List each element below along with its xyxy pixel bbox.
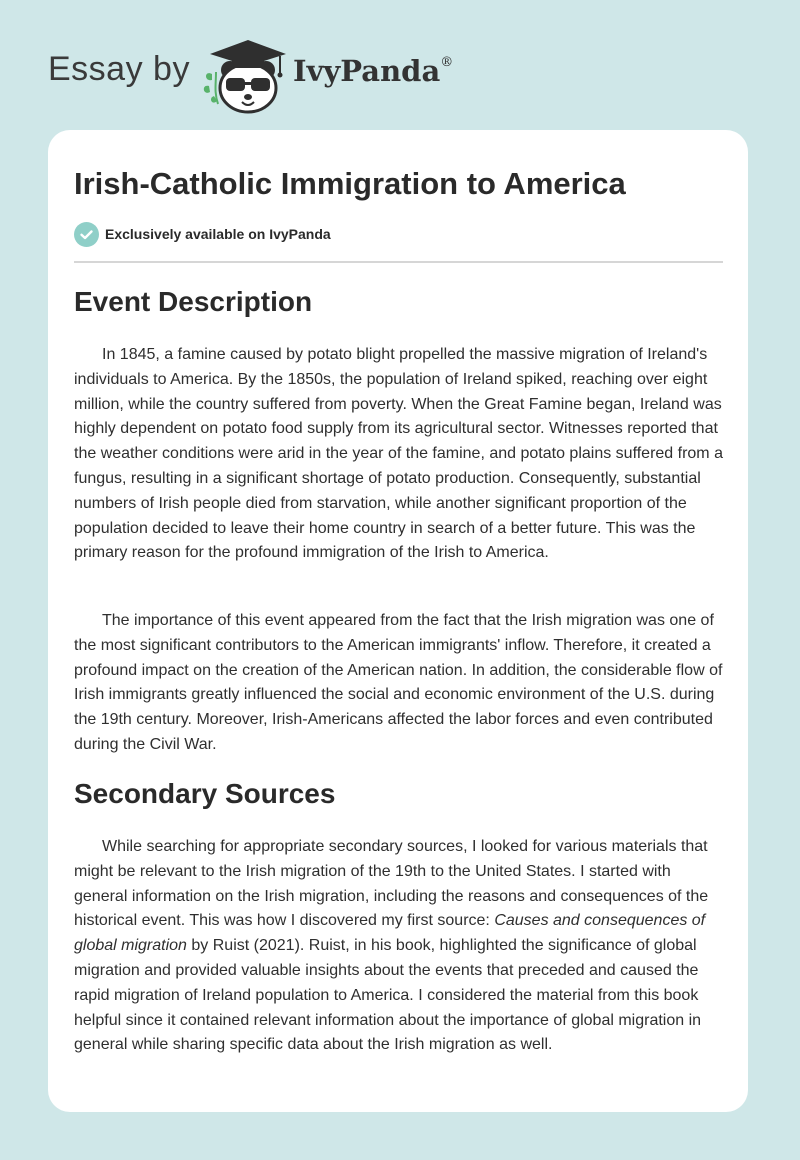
page-title: Irish-Catholic Immigration to America [74,166,626,201]
brand-name[interactable] [293,54,453,88]
badge-label: Exclusively available on IvyPanda [105,226,331,242]
paragraph-text: While searching for appropriate secondary sources, I looked for various materials that might be relevant to the Irish migration of the 19th to the United States. I started with general information on the Irish migration, including the reasons and consequences of the historical event. This was how I discovered my first source: [74,838,709,930]
brand-name-text: IvyPanda [293,54,441,88]
check-circle-icon [74,222,99,247]
paragraph [74,835,724,1058]
ivypanda-logo-icon[interactable] [200,34,296,114]
registered-mark: ® [440,55,454,71]
paragraph-text: by Ruist (2021). Ruist, in his book, highlighted the significance of global migration and provided valuable insights about the events that preceded and caused the rapid migration of Ireland population to America. I considered the material from this book helpful since it contained relevant information about the importance of global migration in general while sharing specific data about the Irish migration as well. [74,937,702,1054]
section-heading-secondary-sources: Secondary Sources [74,778,336,809]
essay-by-label: Essay by [48,50,190,88]
site-header [0,0,800,130]
source-title: Causes and consequences of global migration [74,912,706,955]
essay-card [48,130,748,1112]
divider [74,261,723,263]
paragraph: In 1845, a famine caused by potato blight propelled the massive migration of Ireland's individuals to America. By the 1850s, the population of Ireland spiked, reaching over eight million, while the country suffered from poverty. When the Great Famine began, Ireland was highly dependent on potato food supply from its agricultural sector. Witnesses reported that the weather conditions were arid in the year of the famine, and potato plains suffered from a fungus, resulting in a significant shortage of potato production. Consequently, substantial numbers of Irish people died from starvation, while another significant proportion of the population decided to leave their home country in search of a better future. This was the primary reason for the profound immigration of the Irish to America. [74,346,723,562]
paragraph: The importance of this event appeared from the fact that the Irish migration was one of the most significant contributors to the American immigrants' inflow. Therefore, it created a profound impact on the creation of the American nation. In addition, the considerable flow of Irish immigrants greatly influenced the social and economic environment of the U.S. during the 19th century. Moreover, Irish-Americans affected the labor forces and even contributed during the Civil War. [74,612,723,753]
section-heading-event-description: Event Description [74,286,313,317]
exclusive-badge [74,221,331,247]
